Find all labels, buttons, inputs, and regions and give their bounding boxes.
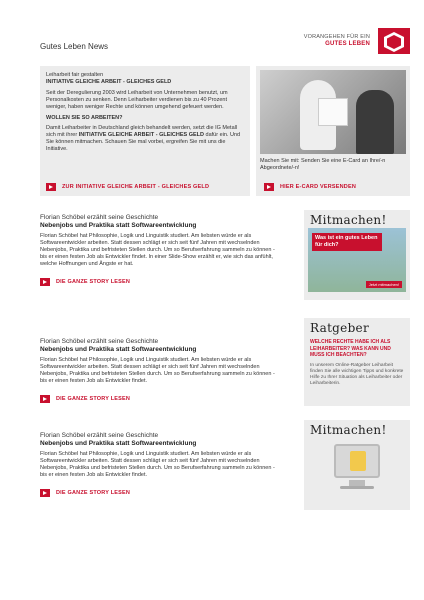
- box-title: Mitmachen!: [310, 213, 387, 227]
- hero-cta[interactable]: [46, 183, 209, 191]
- arrow-right-icon: [46, 183, 56, 191]
- mitmachen-box-1[interactable]: [304, 210, 410, 300]
- person-figure-dark: [356, 90, 394, 154]
- article-cta[interactable]: [40, 395, 276, 403]
- article-kicker: Florian Schöbel erzählt seine Geschichte: [40, 338, 159, 345]
- article-kicker: Florian Schöbel erzählt seine Geschichte: [40, 214, 159, 221]
- header: [40, 28, 410, 54]
- article-headline: Nebenjobs und Praktika statt Softwareentwicklung: [40, 440, 197, 447]
- article-1: [40, 214, 276, 286]
- ecard-photo[interactable]: [260, 70, 406, 154]
- brand-line-2: GUTES LEBEN: [325, 41, 370, 47]
- article-2: [40, 338, 276, 403]
- hero-paragraph-2-suffix: dafür ein. Und Sie können mitmachen. Schauen Sie mal vorbei, ergreifen Sie mit uns die Initiative.: [46, 132, 241, 152]
- ecard-panel: [256, 66, 410, 196]
- box-title: Mitmachen!: [310, 423, 387, 437]
- ecard-cta-link[interactable]: HIER E-CARD VERSENDEN: [280, 184, 357, 190]
- article-body: Florian Schöbel hat Philosophie, Logik und Linguistik studiert. Am liebsten würde er als Softwareentwickler arbeiten. Statt dessen schlägt er sich seit fünf Jahren mit wechselnden Nebenjobs, Praktika und befristeten Stellen durch. Um so Berufserfahrung sammeln zu können - bis er einen festen Job als Entwickler findet.: [40, 357, 275, 384]
- newsletter-title: Gutes Leben News: [40, 42, 109, 51]
- article-kicker: Florian Schöbel erzählt seine Geschichte: [40, 432, 159, 439]
- article-3: [40, 432, 276, 497]
- box-title: Ratgeber: [310, 321, 369, 335]
- arrow-right-icon: [40, 278, 50, 286]
- ratgeber-answer: In unserem Online-Ratgeber Leiharbeit finden Sie alle wichtigen Tipps und konkrete Hilfe zu Ihrer Situation als Leiharbeiter oder Leiharbeiterin.: [310, 362, 404, 386]
- hero-headline: INITIATIVE GLEICHE ARBEIT - GLEICHES GELD: [46, 79, 172, 85]
- article-headline: Nebenjobs und Praktika statt Softwareentwicklung: [40, 346, 197, 353]
- igmetall-logo-icon[interactable]: [378, 28, 410, 54]
- article-cta-link[interactable]: DIE GANZE STORY LESEN: [56, 279, 131, 285]
- sign-board: [318, 98, 348, 126]
- ecard-caption: Machen Sie mit: Senden Sie eine E-Card an Ihre/-n Abgeordnete/-n!: [260, 158, 386, 171]
- campaign-badge[interactable]: Jetzt mitmachen!: [366, 281, 402, 288]
- hero-cta-link[interactable]: ZUR INITIATIVE GLEICHE ARBEIT - GLEICHES GELD: [62, 184, 210, 190]
- ratgeber-box[interactable]: [304, 318, 410, 406]
- article-cta[interactable]: [40, 278, 276, 286]
- article-cta[interactable]: [40, 489, 276, 497]
- hero-paragraph-1: Seit der Deregulierung 2003 wird Leiharbeit von Unternehmen benutzt, um Personalkosten zu senken. Denn Leiharbeiter verdienen bis zu 40 Prozent weniger, haben weniger Rechte und können umgehend gefeuert werden.: [46, 90, 228, 110]
- article-cta-link[interactable]: DIE GANZE STORY LESEN: [56, 490, 131, 496]
- brand-line-1: VORANGEHEN FÜR EIN: [303, 34, 370, 40]
- campaign-banner: Was ist ein gutes Leben für dich?: [312, 233, 382, 251]
- article-headline: Nebenjobs und Praktika statt Softwareentwicklung: [40, 222, 197, 229]
- monitor-base: [340, 486, 374, 489]
- article-body: Florian Schöbel hat Philosophie, Logik und Linguistik studiert. Am liebsten würde er als Softwareentwickler arbeiten. Statt dessen schlägt er sich seit fünf Jahren mit wechselnden Nebenjobs, Praktika und befristeten Stellen durch. Um so Berufserfahrung sammeln zu können - bis er einen festen Job als Entwickler findet.: [40, 451, 275, 478]
- article-cta-link[interactable]: DIE GANZE STORY LESEN: [56, 396, 131, 402]
- hero-paragraph-2-prefix: Damit Leiharbeiter in Deutschland gleich behandelt werden, setzt die IG Metall sich mit ihrer: [46, 125, 238, 138]
- hero-paragraph-2: [46, 125, 244, 153]
- ecard-cta[interactable]: [264, 183, 356, 191]
- arrow-right-icon: [40, 489, 50, 497]
- ratgeber-question: WELCHE RECHTE HABE ICH ALS LEIHARBEITER? WAS KANN UND MUSS ICH BEACHTEN?: [310, 339, 391, 358]
- arrow-right-icon: [264, 183, 274, 191]
- brand-tagline: [304, 34, 370, 48]
- article-body: Florian Schöbel hat Philosophie, Logik und Linguistik studiert. Am liebsten würde er als Softwareentwickler arbeiten. Statt dessen schlägt er sich seit fünf Jahren mit wechselnden Nebenjobs, Praktika und befristeten Stellen durch. Um so Berufserfahrung sammeln zu können - bis er einen festen Job als Entwickler findet. In einer Slide-Show erzählt er, wie sich das anfühlt, welche Hoffnungen und Ängste er hat.: [40, 233, 275, 267]
- document-icon: [350, 451, 366, 471]
- hero-panel: [40, 66, 250, 196]
- mitmachen-box-2[interactable]: [304, 420, 410, 510]
- monitor-icon: [334, 444, 380, 478]
- campaign-teaser-image[interactable]: [308, 228, 406, 292]
- hero-subhead: WOLLEN SIE SO ARBEITEN?: [46, 115, 123, 121]
- hero-paragraph-2-bold: INITIATIVE GLEICHE ARBEIT - GLEICHES GELD: [78, 132, 204, 138]
- hero-kicker: Leiharbeit fair gestalten: [46, 72, 104, 78]
- arrow-right-icon: [40, 395, 50, 403]
